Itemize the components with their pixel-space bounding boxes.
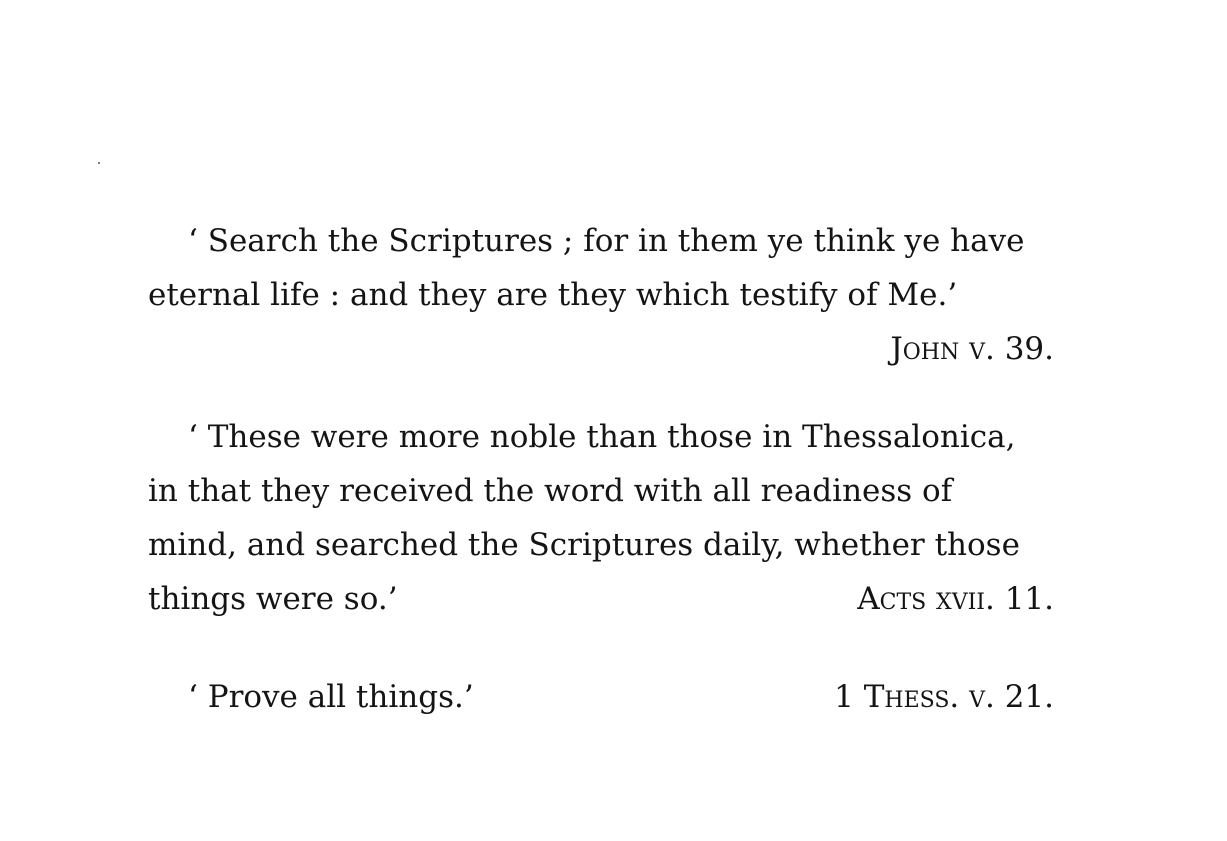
quote-line: ‘ Search the Scriptures ; for in them ye think ye have xyxy=(188,223,1025,259)
epigraph-acts xyxy=(148,410,1098,626)
quote-last-line xyxy=(148,572,1098,626)
quote-line: ‘ These were more noble than those in Thessalonica, xyxy=(188,419,1016,455)
scripture-reference: Acts xvii. 11. xyxy=(857,581,1054,617)
scripture-reference: John v. 39. xyxy=(890,331,1054,367)
scripture-reference: 1 Thess. v. 21. xyxy=(834,679,1054,715)
epigraph-thessalonians xyxy=(148,670,1098,724)
quote-line: in that they received the word with all readiness of xyxy=(148,473,953,509)
quote-line: things were so.’ xyxy=(148,581,398,617)
quote-line: eternal life : and they are they which testify of Me.’ xyxy=(148,277,958,313)
epigraph-john xyxy=(148,214,1098,376)
quote-last-line xyxy=(148,670,1098,724)
quote-line: mind, and searched the Scriptures daily, whether those xyxy=(148,527,1020,563)
quote-line: ‘ Prove all things.’ xyxy=(188,679,474,715)
ink-speck xyxy=(98,162,100,164)
